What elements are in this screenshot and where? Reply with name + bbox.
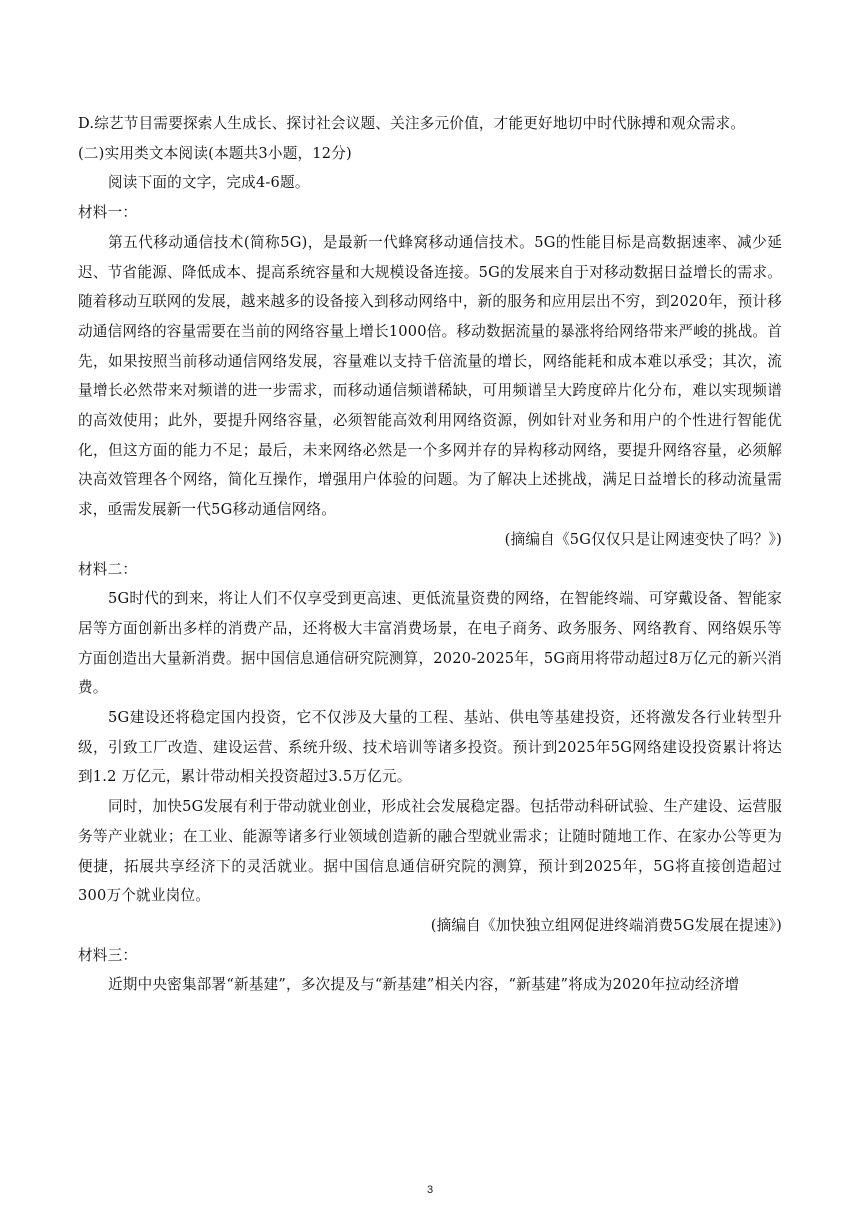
material-one-label: 材料一：: [78, 204, 138, 222]
material-two-paragraph-3: 同时，加快5G发展有利于带动就业创业，形成社会发展稳定器。包括带动科研试验、生产建设、运营服务等产业就业；在工业、能源等诸多行业领域创造新的融合型就业需求；让随时随地工作、在家办公等更为便捷，拓展共享经济下的灵活就业。据中国信息通信研究院的测算，预计到2025年，5G将直接创造超过300万个就业岗位。: [78, 798, 782, 905]
material-three-label: 材料三：: [78, 946, 138, 964]
material-two-source: (摘编自《加快独立组网促进终端消费5G发展在提速》): [430, 916, 782, 934]
paragraph-option-d: D.综艺节目需要探索人生成长、探讨社会议题、关注多元价值，才能更好地切中时代脉搏和观众需求。: [78, 115, 746, 132]
section-heading: (二)实用类文本阅读(本题共3小题，12分): [78, 144, 352, 162]
material-two-paragraph-1: 5G时代的到来，将让人们不仅享受到更高速、更低流量资费的网络，在智能终端、可穿戴设备、智能家居等方面创新出多样的消费产品，还将极大丰富消费场景，在电子商务、政务服务、网络教育、网络娱乐等方面创造出大量新消费。据中国信息通信研究院测算，2020-2025年，5G商用将带动超过8万亿元的新兴消费。: [78, 590, 782, 697]
material-one-source: (摘编自《5G仅仅只是让网速变快了吗？》): [504, 530, 782, 548]
material-three-paragraph: 近期中央密集部署“新基建”，多次提及与“新基建”相关内容，“新基建”将成为2020年拉动经济增: [108, 976, 740, 994]
text-body: [78, 109, 782, 1000]
material-two-label: 材料二：: [78, 560, 138, 578]
material-one-paragraph: 第五代移动通信技术(简称5G)，是最新一代蜂窝移动通信技术。5G的性能目标是高数据速率、减少延迟、节省能源、降低成本、提高系统容量和大规模设备连接。5G的发展来自于对移动数据日益增长的需求。随着移动互联网的发展，越来越多的设备接入到移动网络中，新的服务和应用层出不穷，到2020年，预计移动通信网络的容量需要在当前的网络容量上增长1000倍。移动数据流量的暴涨将给网络带来严峻的挑战。首先，如果按照当前移动通信网络发展，容量难以支持千倍流量的增长，网络能耗和成本难以承受；其次，流量增长必然带来对频谱的进一步需求，而移动通信频谱稀缺，可用频谱呈大跨度碎片化分布，难以实现频谱的高效使用；此外，要提升网络容量，必须智能高效利用网络资源，例如针对业务和用户的个性进行智能优化，但这方面的能力不足；最后，未来网络必然是一个多网并存的异构移动网络，要提升网络容量，必须解决高效管理各个网络，简化互操作，增强用户体验的问题。为了解决上述挑战，满足日益增长的移动流量需求，亟需发展新一代5G移动通信网络。: [78, 233, 782, 519]
page-number: 3: [426, 1184, 434, 1196]
material-two-paragraph-2: 5G建设还将稳定国内投资，它不仅涉及大量的工程、基站、供电等基建投资，还将激发各行业转型升级，引致工厂改造、建设运营、系统升级、技术培训等诸多投资。预计到2025年5G网络建设投资累计将达到1.2 万亿元，累计带动相关投资超过3.5万亿元。: [78, 709, 782, 786]
reading-instruction: 阅读下面的文字，完成4-6题。: [108, 174, 310, 192]
